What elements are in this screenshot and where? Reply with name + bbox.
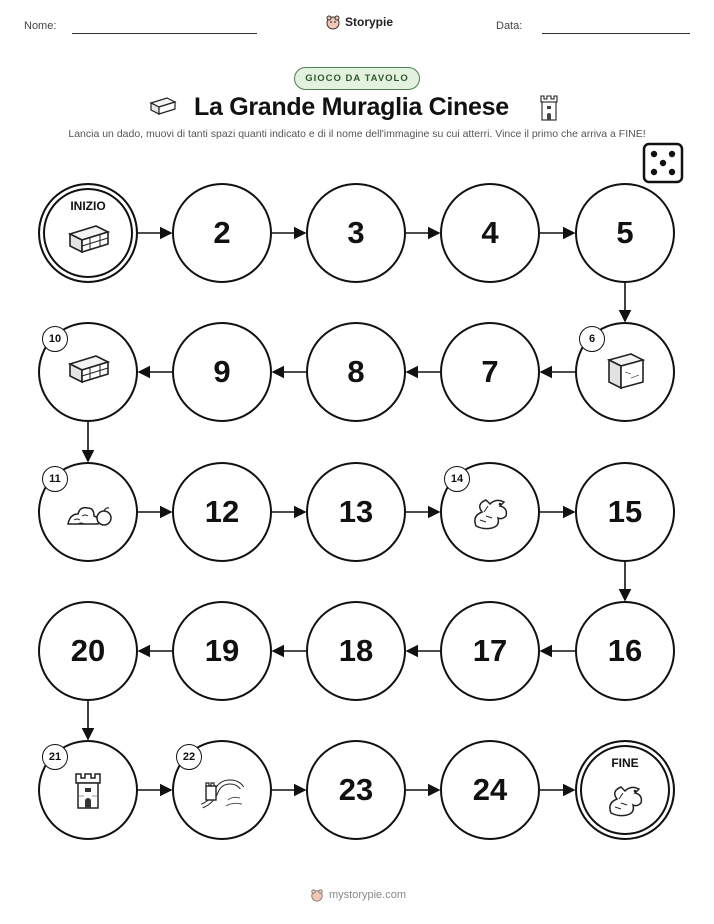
- space-caption: FINE: [611, 756, 639, 770]
- board-space: [575, 183, 675, 283]
- space-number: 20: [70, 633, 106, 668]
- board-space: [38, 183, 138, 283]
- board-space: [440, 601, 540, 701]
- brick-icon: [64, 218, 112, 266]
- board-space: [306, 183, 406, 283]
- space-number-tag: 10: [42, 326, 68, 352]
- space-number-tag: 6: [579, 326, 605, 352]
- space-number-tag: 14: [444, 466, 470, 492]
- dragon-icon: [466, 488, 514, 536]
- date-label: Data:: [496, 20, 523, 32]
- board-space: [306, 601, 406, 701]
- dragon-icon: [601, 775, 649, 823]
- name-label: Nome:: [24, 20, 57, 32]
- space-number: 8: [347, 354, 365, 389]
- space-number: 24: [472, 772, 508, 807]
- board-space: [306, 322, 406, 422]
- game-type-badge: GIOCO DA TAVOLO: [294, 67, 420, 90]
- space-number: 15: [607, 494, 643, 529]
- space-number: 2: [213, 215, 231, 250]
- board-space: [575, 601, 675, 701]
- board-space: [172, 322, 272, 422]
- footer-url: mystorypie.com: [329, 889, 407, 901]
- board-space: [172, 601, 272, 701]
- board-space: [306, 740, 406, 840]
- brand-name: Storypie: [345, 15, 394, 29]
- space-number: 16: [607, 633, 643, 668]
- watchtower-icon: [64, 766, 112, 814]
- board-space: [38, 601, 138, 701]
- space-number: 9: [213, 354, 231, 389]
- board-space: [575, 462, 675, 562]
- footer: [310, 888, 406, 902]
- board-space: [440, 740, 540, 840]
- space-number: 3: [347, 215, 365, 250]
- space-number: 7: [481, 354, 499, 389]
- board-space: [440, 183, 540, 283]
- board-space: [172, 183, 272, 283]
- space-number: 13: [338, 494, 374, 529]
- board-space: [440, 322, 540, 422]
- space-number: 5: [616, 215, 634, 250]
- space-number-tag: 21: [42, 744, 68, 770]
- great-wall-icon: [198, 766, 246, 814]
- brick-icon: [64, 348, 112, 396]
- board-space: [306, 462, 406, 562]
- space-number: 4: [481, 215, 499, 250]
- space-number: 18: [338, 633, 374, 668]
- space-number: 19: [204, 633, 240, 668]
- stone-block-icon: [601, 348, 649, 396]
- space-number: 23: [338, 772, 374, 807]
- space-number-tag: 22: [176, 744, 202, 770]
- space-number-tag: 11: [42, 466, 68, 492]
- board-space: [575, 740, 675, 840]
- board-space: [172, 462, 272, 562]
- space-caption: INIZIO: [70, 199, 106, 213]
- instructions: Lancia un dado, muovi di tanti spazi quanti indicato e di il nome dell'immagine su cui atterri. Vince il primo che arriva a FINE!: [68, 128, 646, 140]
- rice-and-orange-icon: [64, 488, 112, 536]
- space-number: 12: [204, 494, 240, 529]
- space-number: 17: [472, 633, 508, 668]
- page-title: La Grande Muraglia Cinese: [194, 93, 509, 121]
- storypie-mascot-icon: [310, 888, 324, 902]
